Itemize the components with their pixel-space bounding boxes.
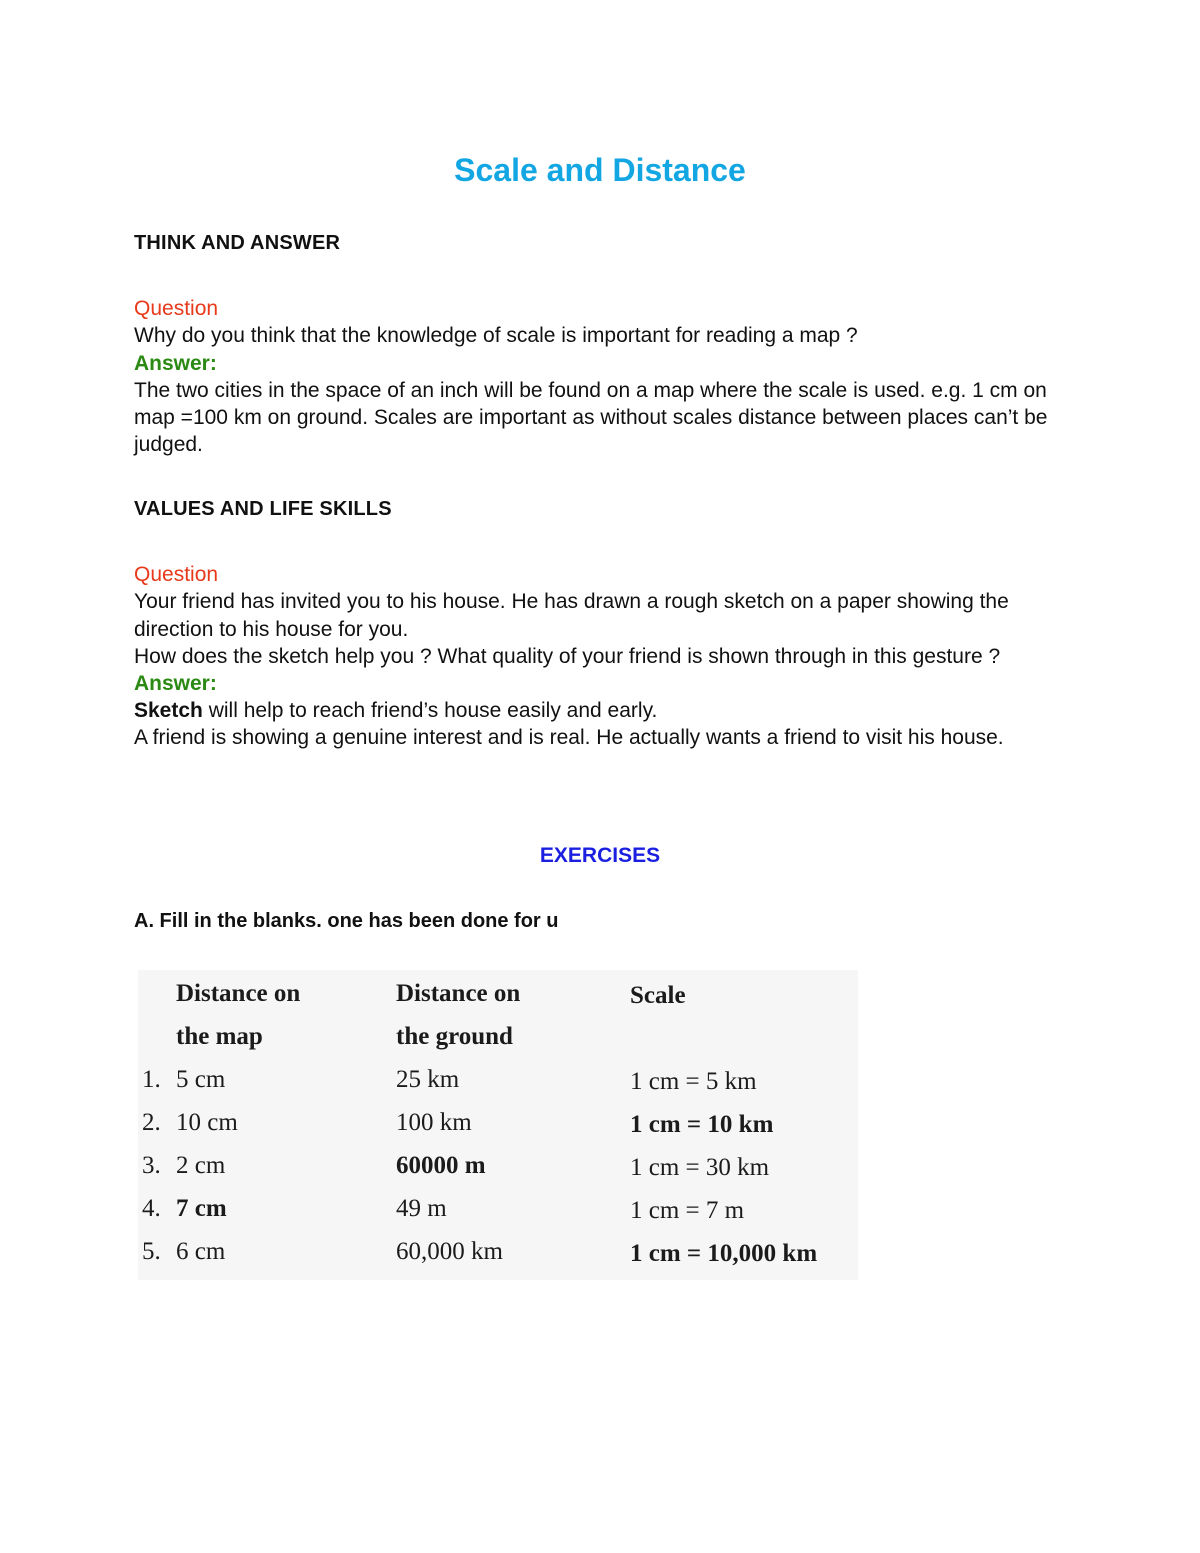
answer-line1-rest: will help to reach friend’s house easily and early. xyxy=(202,699,658,723)
row-number: 4. xyxy=(142,1195,161,1222)
cell-ground-distance: 49 m xyxy=(396,1195,447,1222)
row-number: 2. xyxy=(142,1109,161,1136)
header-col1-line2: the map xyxy=(176,1023,263,1050)
header-col2-line1: Distance on xyxy=(396,980,521,1007)
scale-distance-table xyxy=(138,970,858,1280)
cell-map-distance: 10 cm xyxy=(176,1109,238,1136)
answer-text-line2: A friend is showing a genuine interest and is real. He actually wants a friend to visit his house. xyxy=(134,726,1004,750)
answer-label: Answer: xyxy=(134,672,217,696)
cell-scale: 1 cm = 30 km xyxy=(630,1154,770,1181)
section-heading-values-and-life-skills: VALUES AND LIFE SKILLS xyxy=(134,498,392,520)
row-number: 5. xyxy=(142,1238,161,1265)
answer-bold-word: Sketch xyxy=(134,699,203,723)
question-text: Why do you think that the knowledge of scale is important for reading a map ? xyxy=(134,324,858,348)
cell-map-distance: 5 cm xyxy=(176,1066,226,1093)
row-number: 3. xyxy=(142,1152,161,1179)
question-label: Question xyxy=(134,563,219,587)
header-col1-line1: Distance on xyxy=(176,980,301,1007)
row-number: 1. xyxy=(142,1066,161,1093)
page-title: Scale and Distance xyxy=(454,152,746,188)
answer-label: Answer: xyxy=(134,351,217,375)
question-text-line2: How does the sketch help you ? What quality of your friend is shown through in this gesture ? xyxy=(134,644,1001,668)
exercises-heading: EXERCISES xyxy=(539,844,661,867)
answer-text-line1 xyxy=(134,697,1064,724)
cell-ground-distance: 25 km xyxy=(396,1066,460,1093)
question-label: Question xyxy=(134,297,219,321)
think-and-answer-section xyxy=(134,230,1064,458)
cell-ground-distance: 60,000 km xyxy=(396,1238,503,1265)
cell-scale-answer: 1 cm = 10,000 km xyxy=(630,1240,818,1267)
cell-ground-distance-answer: 60000 m xyxy=(396,1152,486,1179)
cell-scale: 1 cm = 7 m xyxy=(630,1197,745,1224)
question-text-line1: Your friend has invited you to his house. He has drawn a rough sketch on a paper showing the direction to his house for you. xyxy=(134,590,1009,641)
cell-ground-distance: 100 km xyxy=(396,1109,472,1136)
cell-map-distance-answer: 7 cm xyxy=(176,1195,227,1222)
cell-map-distance: 2 cm xyxy=(176,1152,226,1179)
answer-text: The two cities in the space of an inch will be found on a map where the scale is used. e.g. 1 cm on map =100 km on ground. Scales are important as without scales distance between places can’t be judged. xyxy=(134,378,1048,457)
fill-in-blanks-instruction: A. Fill in the blanks. one has been done for u xyxy=(134,910,559,932)
cell-scale-answer: 1 cm = 10 km xyxy=(630,1111,774,1138)
values-and-life-skills-section xyxy=(134,496,1064,752)
header-col2-line2: the ground xyxy=(396,1023,513,1050)
header-col3: Scale xyxy=(630,982,686,1009)
cell-map-distance: 6 cm xyxy=(176,1238,226,1265)
section-heading-think-and-answer: THINK AND ANSWER xyxy=(134,232,341,254)
cell-scale: 1 cm = 5 km xyxy=(630,1068,757,1095)
